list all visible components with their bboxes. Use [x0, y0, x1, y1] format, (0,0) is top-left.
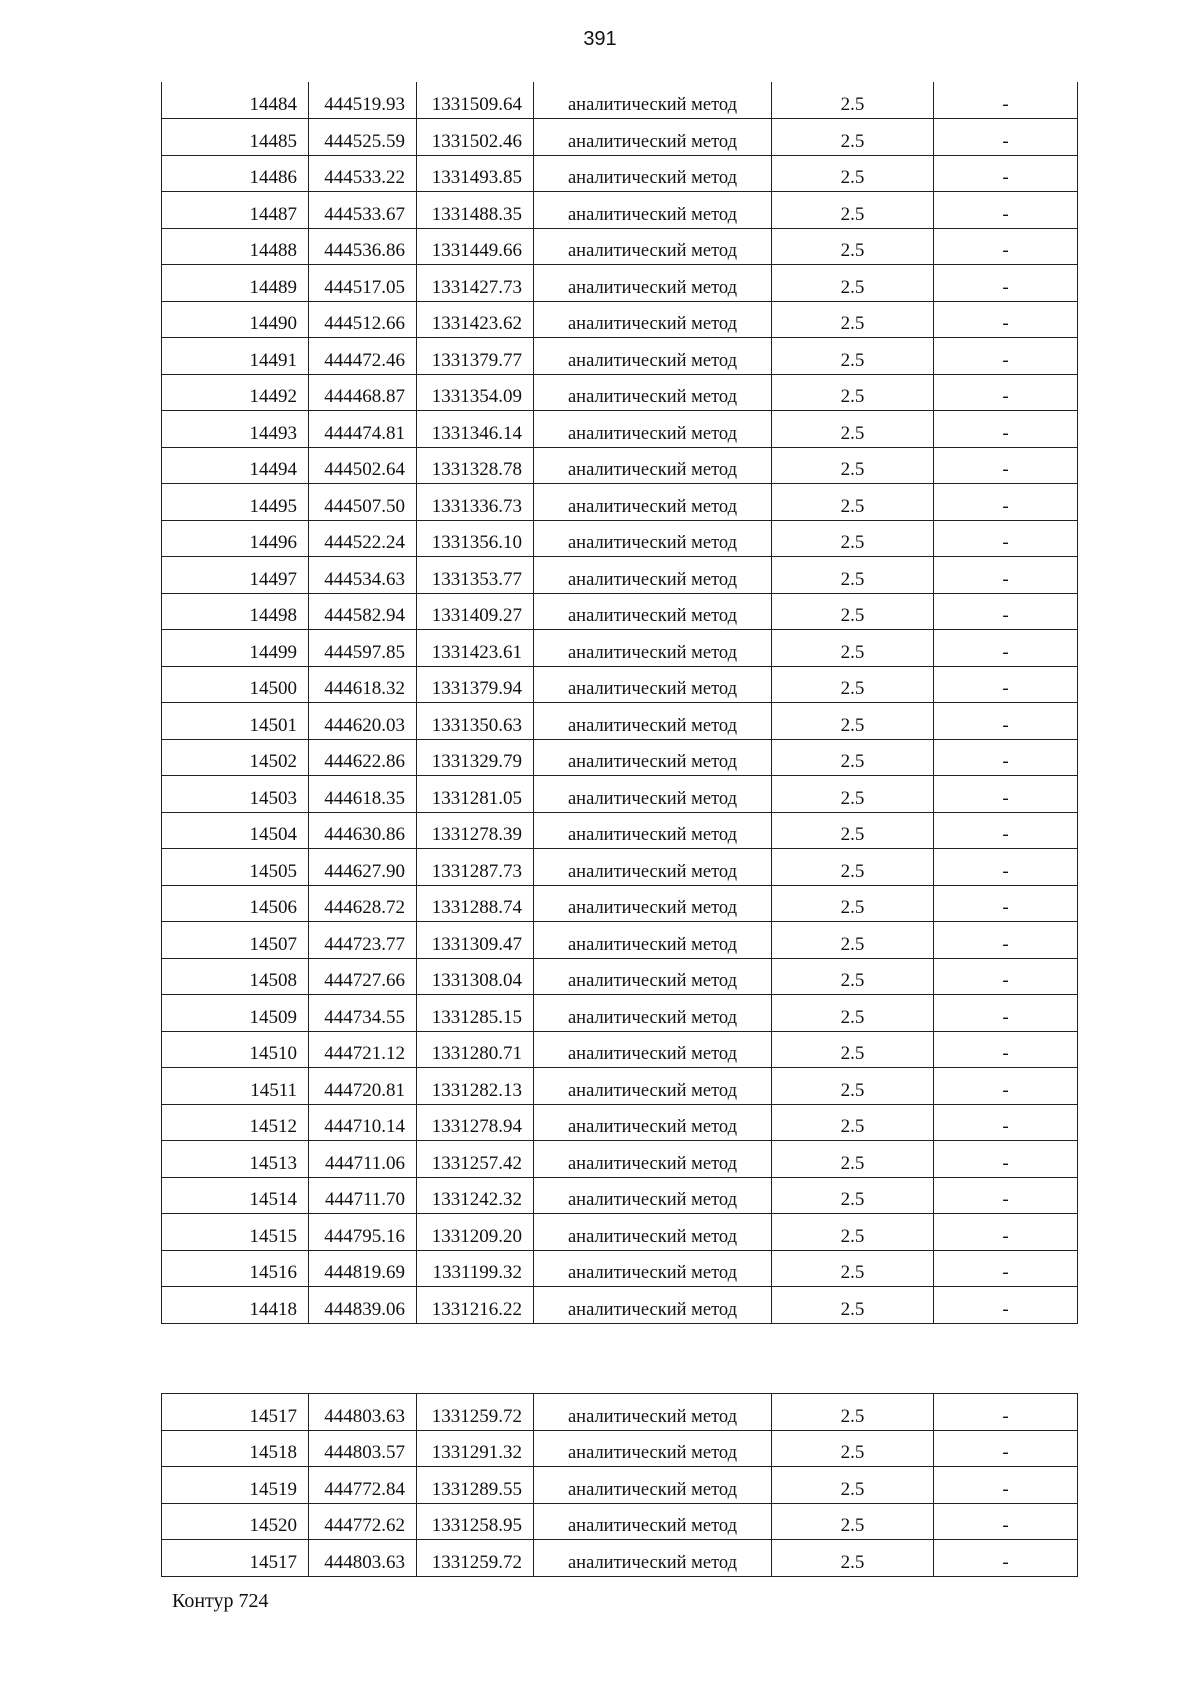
table-row [162, 484, 1078, 521]
accuracy-cell: 2.5 [772, 228, 934, 265]
point-number-cell: 14514 [162, 1177, 309, 1214]
accuracy-cell: 2.5 [772, 1068, 934, 1105]
x-coordinate-cell: 444721.12 [309, 1031, 417, 1068]
x-coordinate-cell: 444507.50 [309, 484, 417, 521]
method-cell: аналитический метод [534, 155, 772, 192]
y-coordinate-cell: 1331356.10 [417, 520, 534, 557]
note-cell: - [934, 995, 1078, 1032]
point-number-cell: 14503 [162, 776, 309, 813]
y-coordinate-cell: 1331509.64 [417, 82, 534, 119]
x-coordinate-cell: 444727.66 [309, 958, 417, 995]
note-cell: - [934, 922, 1078, 959]
method-cell: аналитический метод [534, 593, 772, 630]
point-number-cell: 14496 [162, 520, 309, 557]
accuracy-cell: 2.5 [772, 1540, 934, 1577]
method-cell: аналитический метод [534, 1287, 772, 1324]
point-number-cell: 14498 [162, 593, 309, 630]
note-cell: - [934, 1214, 1078, 1251]
accuracy-cell: 2.5 [772, 1287, 934, 1324]
y-coordinate-cell: 1331449.66 [417, 228, 534, 265]
x-coordinate-cell: 444582.94 [309, 593, 417, 630]
note-cell: - [934, 1467, 1078, 1504]
table-row [162, 301, 1078, 338]
table-row [162, 1250, 1078, 1287]
y-coordinate-cell: 1331258.95 [417, 1503, 534, 1540]
point-number-cell: 14515 [162, 1214, 309, 1251]
accuracy-cell: 2.5 [772, 301, 934, 338]
table-row [162, 82, 1078, 119]
y-coordinate-cell: 1331346.14 [417, 411, 534, 448]
note-cell: - [934, 776, 1078, 813]
accuracy-cell: 2.5 [772, 1250, 934, 1287]
method-cell: аналитический метод [534, 557, 772, 594]
note-cell: - [934, 703, 1078, 740]
table-row [162, 630, 1078, 667]
method-cell: аналитический метод [534, 228, 772, 265]
y-coordinate-cell: 1331308.04 [417, 958, 534, 995]
method-cell: аналитический метод [534, 630, 772, 667]
point-number-cell: 14495 [162, 484, 309, 521]
table-row [162, 958, 1078, 995]
note-cell: - [934, 301, 1078, 338]
y-coordinate-cell: 1331353.77 [417, 557, 534, 594]
note-cell: - [934, 1068, 1078, 1105]
method-cell: аналитический метод [534, 1214, 772, 1251]
x-coordinate-cell: 444803.63 [309, 1394, 417, 1431]
y-coordinate-cell: 1331199.32 [417, 1250, 534, 1287]
x-coordinate-cell: 444622.86 [309, 739, 417, 776]
note-cell: - [934, 1430, 1078, 1467]
point-number-cell: 14493 [162, 411, 309, 448]
note-cell: - [934, 338, 1078, 375]
table-row [162, 1467, 1078, 1504]
x-coordinate-cell: 444630.86 [309, 812, 417, 849]
y-coordinate-cell: 1331309.47 [417, 922, 534, 959]
accuracy-cell: 2.5 [772, 557, 934, 594]
method-cell: аналитический метод [534, 338, 772, 375]
note-cell: - [934, 1503, 1078, 1540]
point-number-cell: 14489 [162, 265, 309, 302]
table-row [162, 849, 1078, 886]
method-cell: аналитический метод [534, 1250, 772, 1287]
method-cell: аналитический метод [534, 995, 772, 1032]
method-cell: аналитический метод [534, 82, 772, 119]
y-coordinate-cell: 1331209.20 [417, 1214, 534, 1251]
table-row [162, 1141, 1078, 1178]
note-cell: - [934, 593, 1078, 630]
y-coordinate-cell: 1331288.74 [417, 885, 534, 922]
note-cell: - [934, 1141, 1078, 1178]
accuracy-cell: 2.5 [772, 1104, 934, 1141]
table-row [162, 739, 1078, 776]
x-coordinate-cell: 444533.67 [309, 192, 417, 229]
x-coordinate-cell: 444627.90 [309, 849, 417, 886]
point-number-cell: 14506 [162, 885, 309, 922]
point-number-cell: 14499 [162, 630, 309, 667]
point-number-cell: 14485 [162, 119, 309, 156]
accuracy-cell: 2.5 [772, 1467, 934, 1504]
table-row [162, 1394, 1078, 1431]
y-coordinate-cell: 1331285.15 [417, 995, 534, 1032]
accuracy-cell: 2.5 [772, 849, 934, 886]
y-coordinate-cell: 1331259.72 [417, 1540, 534, 1577]
method-cell: аналитический метод [534, 812, 772, 849]
point-number-cell: 14418 [162, 1287, 309, 1324]
table-row [162, 1287, 1078, 1324]
method-cell: аналитический метод [534, 1394, 772, 1431]
method-cell: аналитический метод [534, 922, 772, 959]
point-number-cell: 14490 [162, 301, 309, 338]
method-cell: аналитический метод [534, 411, 772, 448]
x-coordinate-cell: 444536.86 [309, 228, 417, 265]
point-number-cell: 14492 [162, 374, 309, 411]
accuracy-cell: 2.5 [772, 958, 934, 995]
method-cell: аналитический метод [534, 1177, 772, 1214]
x-coordinate-cell: 444472.46 [309, 338, 417, 375]
y-coordinate-cell: 1331281.05 [417, 776, 534, 813]
table-row [162, 1177, 1078, 1214]
note-cell: - [934, 1287, 1078, 1324]
accuracy-cell: 2.5 [772, 265, 934, 302]
table-row [162, 447, 1078, 484]
accuracy-cell: 2.5 [772, 411, 934, 448]
method-cell: аналитический метод [534, 849, 772, 886]
accuracy-cell: 2.5 [772, 447, 934, 484]
note-cell: - [934, 1104, 1078, 1141]
method-cell: аналитический метод [534, 703, 772, 740]
x-coordinate-cell: 444734.55 [309, 995, 417, 1032]
point-number-cell: 14510 [162, 1031, 309, 1068]
point-number-cell: 14486 [162, 155, 309, 192]
table-row [162, 1214, 1078, 1251]
accuracy-cell: 2.5 [772, 1430, 934, 1467]
x-coordinate-cell: 444618.32 [309, 666, 417, 703]
y-coordinate-cell: 1331409.27 [417, 593, 534, 630]
x-coordinate-cell: 444628.72 [309, 885, 417, 922]
x-coordinate-cell: 444618.35 [309, 776, 417, 813]
table-row [162, 374, 1078, 411]
accuracy-cell: 2.5 [772, 922, 934, 959]
point-number-cell: 14518 [162, 1430, 309, 1467]
accuracy-cell: 2.5 [772, 1177, 934, 1214]
table-row [162, 776, 1078, 813]
y-coordinate-cell: 1331379.94 [417, 666, 534, 703]
y-coordinate-cell: 1331488.35 [417, 192, 534, 229]
table-row [162, 666, 1078, 703]
y-coordinate-cell: 1331379.77 [417, 338, 534, 375]
y-coordinate-cell: 1331278.39 [417, 812, 534, 849]
y-coordinate-cell: 1331350.63 [417, 703, 534, 740]
x-coordinate-cell: 444512.66 [309, 301, 417, 338]
table-row [162, 192, 1078, 229]
contour-table [161, 1393, 1078, 1577]
note-cell: - [934, 411, 1078, 448]
method-cell: аналитический метод [534, 1540, 772, 1577]
contour-table-body [162, 1394, 1078, 1577]
x-coordinate-cell: 444819.69 [309, 1250, 417, 1287]
point-number-cell: 14507 [162, 922, 309, 959]
accuracy-cell: 2.5 [772, 155, 934, 192]
x-coordinate-cell: 444711.70 [309, 1177, 417, 1214]
method-cell: аналитический метод [534, 1104, 772, 1141]
method-cell: аналитический метод [534, 1467, 772, 1504]
note-cell: - [934, 849, 1078, 886]
point-number-cell: 14512 [162, 1104, 309, 1141]
x-coordinate-cell: 444468.87 [309, 374, 417, 411]
accuracy-cell: 2.5 [772, 192, 934, 229]
accuracy-cell: 2.5 [772, 484, 934, 521]
y-coordinate-cell: 1331502.46 [417, 119, 534, 156]
x-coordinate-cell: 444772.62 [309, 1503, 417, 1540]
accuracy-cell: 2.5 [772, 593, 934, 630]
method-cell: аналитический метод [534, 192, 772, 229]
accuracy-cell: 2.5 [772, 739, 934, 776]
accuracy-cell: 2.5 [772, 666, 934, 703]
y-coordinate-cell: 1331280.71 [417, 1031, 534, 1068]
table-row [162, 922, 1078, 959]
table-row [162, 265, 1078, 302]
accuracy-cell: 2.5 [772, 703, 934, 740]
accuracy-cell: 2.5 [772, 1141, 934, 1178]
point-number-cell: 14491 [162, 338, 309, 375]
point-number-cell: 14501 [162, 703, 309, 740]
y-coordinate-cell: 1331282.13 [417, 1068, 534, 1105]
accuracy-cell: 2.5 [772, 374, 934, 411]
point-number-cell: 14511 [162, 1068, 309, 1105]
method-cell: аналитический метод [534, 885, 772, 922]
accuracy-cell: 2.5 [772, 119, 934, 156]
point-number-cell: 14509 [162, 995, 309, 1032]
method-cell: аналитический метод [534, 1141, 772, 1178]
note-cell: - [934, 885, 1078, 922]
note-cell: - [934, 82, 1078, 119]
x-coordinate-cell: 444620.03 [309, 703, 417, 740]
point-number-cell: 14516 [162, 1250, 309, 1287]
table-row [162, 520, 1078, 557]
x-coordinate-cell: 444519.93 [309, 82, 417, 119]
y-coordinate-cell: 1331216.22 [417, 1287, 534, 1324]
accuracy-cell: 2.5 [772, 1214, 934, 1251]
note-cell: - [934, 484, 1078, 521]
accuracy-cell: 2.5 [772, 1394, 934, 1431]
note-cell: - [934, 958, 1078, 995]
x-coordinate-cell: 444534.63 [309, 557, 417, 594]
point-number-cell: 14488 [162, 228, 309, 265]
y-coordinate-cell: 1331336.73 [417, 484, 534, 521]
method-cell: аналитический метод [534, 1503, 772, 1540]
method-cell: аналитический метод [534, 374, 772, 411]
method-cell: аналитический метод [534, 666, 772, 703]
y-coordinate-cell: 1331259.72 [417, 1394, 534, 1431]
note-cell: - [934, 1177, 1078, 1214]
x-coordinate-cell: 444522.24 [309, 520, 417, 557]
x-coordinate-cell: 444720.81 [309, 1068, 417, 1105]
method-cell: аналитический метод [534, 958, 772, 995]
x-coordinate-cell: 444710.14 [309, 1104, 417, 1141]
table-row [162, 995, 1078, 1032]
note-cell: - [934, 1394, 1078, 1431]
point-number-cell: 14494 [162, 447, 309, 484]
method-cell: аналитический метод [534, 447, 772, 484]
point-number-cell: 14497 [162, 557, 309, 594]
table-row [162, 1104, 1078, 1141]
point-number-cell: 14500 [162, 666, 309, 703]
y-coordinate-cell: 1331242.32 [417, 1177, 534, 1214]
note-cell: - [934, 1031, 1078, 1068]
y-coordinate-cell: 1331328.78 [417, 447, 534, 484]
point-number-cell: 14484 [162, 82, 309, 119]
accuracy-cell: 2.5 [772, 776, 934, 813]
y-coordinate-cell: 1331493.85 [417, 155, 534, 192]
y-coordinate-cell: 1331291.32 [417, 1430, 534, 1467]
table-row [162, 885, 1078, 922]
point-number-cell: 14505 [162, 849, 309, 886]
note-cell: - [934, 1250, 1078, 1287]
coordinates-table [161, 82, 1078, 1324]
note-cell: - [934, 192, 1078, 229]
x-coordinate-cell: 444517.05 [309, 265, 417, 302]
method-cell: аналитический метод [534, 520, 772, 557]
point-number-cell: 14520 [162, 1503, 309, 1540]
y-coordinate-cell: 1331278.94 [417, 1104, 534, 1141]
x-coordinate-cell: 444502.64 [309, 447, 417, 484]
accuracy-cell: 2.5 [772, 1503, 934, 1540]
accuracy-cell: 2.5 [772, 1031, 934, 1068]
y-coordinate-cell: 1331354.09 [417, 374, 534, 411]
table-row [162, 1503, 1078, 1540]
x-coordinate-cell: 444474.81 [309, 411, 417, 448]
note-cell: - [934, 520, 1078, 557]
x-coordinate-cell: 444533.22 [309, 155, 417, 192]
x-coordinate-cell: 444597.85 [309, 630, 417, 667]
coordinates-table-body [162, 82, 1078, 1323]
note-cell: - [934, 630, 1078, 667]
y-coordinate-cell: 1331289.55 [417, 1467, 534, 1504]
note-cell: - [934, 557, 1078, 594]
note-cell: - [934, 265, 1078, 302]
note-cell: - [934, 447, 1078, 484]
table-row [162, 593, 1078, 630]
x-coordinate-cell: 444803.63 [309, 1540, 417, 1577]
x-coordinate-cell: 444795.16 [309, 1214, 417, 1251]
y-coordinate-cell: 1331287.73 [417, 849, 534, 886]
table-row [162, 557, 1078, 594]
note-cell: - [934, 666, 1078, 703]
table-row [162, 411, 1078, 448]
method-cell: аналитический метод [534, 1068, 772, 1105]
point-number-cell: 14519 [162, 1467, 309, 1504]
accuracy-cell: 2.5 [772, 812, 934, 849]
table-row [162, 119, 1078, 156]
method-cell: аналитический метод [534, 739, 772, 776]
table-row [162, 1540, 1078, 1577]
table-row [162, 1430, 1078, 1467]
note-cell: - [934, 155, 1078, 192]
note-cell: - [934, 739, 1078, 776]
table-row [162, 1068, 1078, 1105]
x-coordinate-cell: 444839.06 [309, 1287, 417, 1324]
accuracy-cell: 2.5 [772, 82, 934, 119]
point-number-cell: 14517 [162, 1540, 309, 1577]
point-number-cell: 14487 [162, 192, 309, 229]
y-coordinate-cell: 1331257.42 [417, 1141, 534, 1178]
point-number-cell: 14513 [162, 1141, 309, 1178]
method-cell: аналитический метод [534, 484, 772, 521]
table-row [162, 338, 1078, 375]
method-cell: аналитический метод [534, 301, 772, 338]
accuracy-cell: 2.5 [772, 520, 934, 557]
y-coordinate-cell: 1331427.73 [417, 265, 534, 302]
method-cell: аналитический метод [534, 1430, 772, 1467]
accuracy-cell: 2.5 [772, 338, 934, 375]
point-number-cell: 14508 [162, 958, 309, 995]
x-coordinate-cell: 444723.77 [309, 922, 417, 959]
point-number-cell: 14517 [162, 1394, 309, 1431]
method-cell: аналитический метод [534, 119, 772, 156]
table-row [162, 703, 1078, 740]
y-coordinate-cell: 1331329.79 [417, 739, 534, 776]
x-coordinate-cell: 444711.06 [309, 1141, 417, 1178]
accuracy-cell: 2.5 [772, 630, 934, 667]
point-number-cell: 14502 [162, 739, 309, 776]
note-cell: - [934, 812, 1078, 849]
y-coordinate-cell: 1331423.62 [417, 301, 534, 338]
table-row [162, 228, 1078, 265]
page-number: 391 [583, 28, 617, 50]
method-cell: аналитический метод [534, 1031, 772, 1068]
method-cell: аналитический метод [534, 265, 772, 302]
accuracy-cell: 2.5 [772, 995, 934, 1032]
y-coordinate-cell: 1331423.61 [417, 630, 534, 667]
note-cell: - [934, 1540, 1078, 1577]
table-row [162, 812, 1078, 849]
point-number-cell: 14504 [162, 812, 309, 849]
table-row [162, 155, 1078, 192]
x-coordinate-cell: 444772.84 [309, 1467, 417, 1504]
contour-caption: Контур 724 [172, 1590, 269, 1612]
table-row [162, 1031, 1078, 1068]
note-cell: - [934, 374, 1078, 411]
x-coordinate-cell: 444803.57 [309, 1430, 417, 1467]
note-cell: - [934, 228, 1078, 265]
method-cell: аналитический метод [534, 776, 772, 813]
x-coordinate-cell: 444525.59 [309, 119, 417, 156]
accuracy-cell: 2.5 [772, 885, 934, 922]
note-cell: - [934, 119, 1078, 156]
